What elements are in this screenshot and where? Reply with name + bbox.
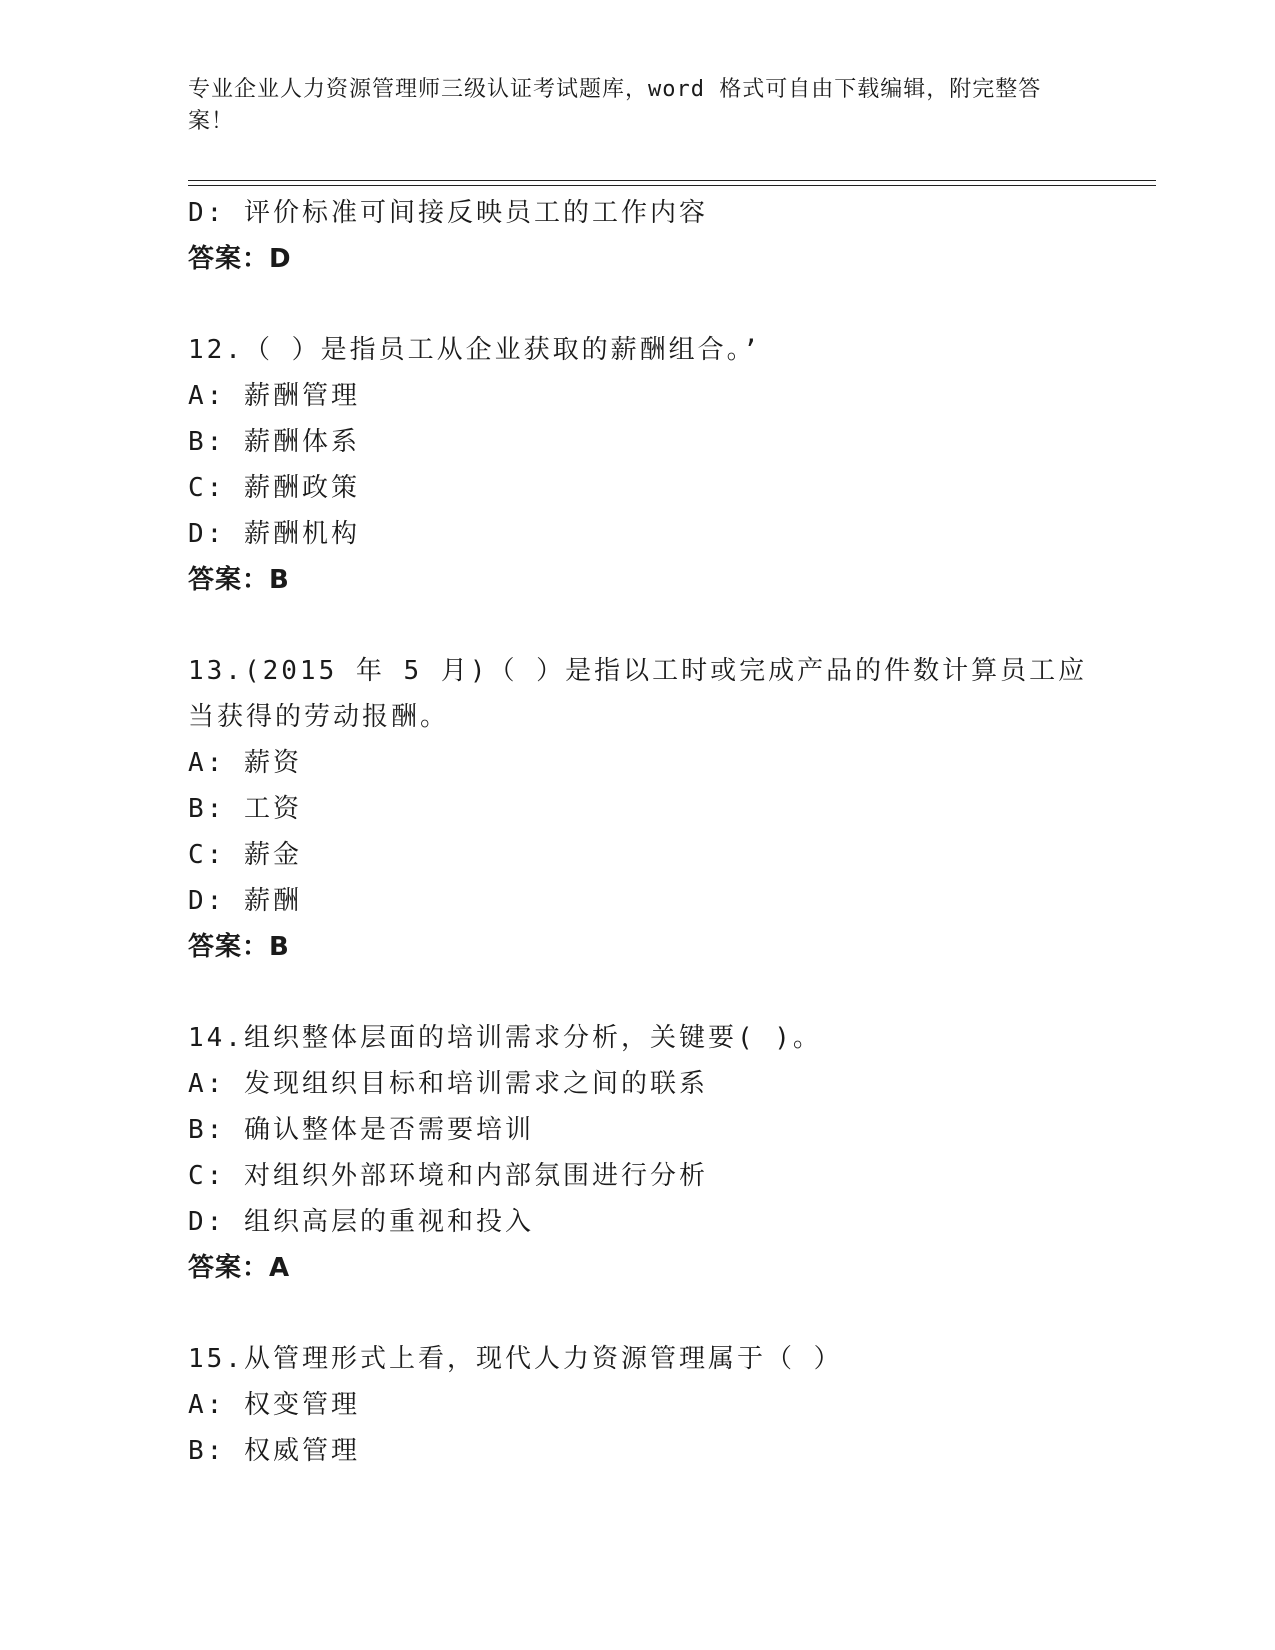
answer-line: 答案：B: [188, 932, 290, 962]
option-b: B: 工资: [188, 794, 302, 824]
option-a: A: 薪资: [188, 748, 302, 778]
option-d: D: 组织高层的重视和投入: [188, 1207, 534, 1237]
header-divider: [188, 180, 1156, 186]
option-b: B: 权威管理: [188, 1436, 360, 1466]
question-block-12: [188, 327, 1088, 603]
option-d: D: 薪酬: [188, 886, 302, 916]
option-d: D: 薪酬机构: [188, 519, 360, 549]
option-d: D: 评价标准可间接反映员工的工作内容: [188, 198, 708, 228]
question-stem: 12.（ ）是指员工从企业获取的薪酬组合。’: [188, 335, 762, 365]
answer-line: 答案：B: [188, 565, 290, 595]
option-a: A: 薪酬管理: [188, 381, 360, 411]
question-stem: 13.(2015 年 5 月)（ ）是指以工时或完成产品的件数计算员工应当获得的劳动报酬。: [188, 656, 1088, 732]
question-block-14: [188, 1015, 1088, 1291]
option-a: A: 发现组织目标和培训需求之间的联系: [188, 1069, 708, 1099]
option-b: B: 薪酬体系: [188, 427, 360, 457]
answer-line: 答案：A: [188, 1253, 291, 1283]
question-block-13: [188, 648, 1088, 970]
question-block-15: [188, 1336, 1088, 1474]
option-c: C: 薪金: [188, 840, 302, 870]
question-list: [188, 190, 1088, 1474]
option-a: A: 权变管理: [188, 1390, 360, 1420]
question-stem: 15.从管理形式上看，现代人力资源管理属于（ ）: [188, 1344, 843, 1374]
question-stem: 14.组织整体层面的培训需求分析，关键要( )。: [188, 1023, 822, 1053]
option-b: B: 确认整体是否需要培训: [188, 1115, 534, 1145]
answer-line: 答案：D: [188, 244, 292, 274]
option-c: C: 对组织外部环境和内部氛围进行分析: [188, 1161, 708, 1191]
document-header: 专业企业人力资源管理师三级认证考试题库，word 格式可自由下载编辑，附完整答案！: [188, 77, 1042, 134]
option-c: C: 薪酬政策: [188, 473, 360, 503]
